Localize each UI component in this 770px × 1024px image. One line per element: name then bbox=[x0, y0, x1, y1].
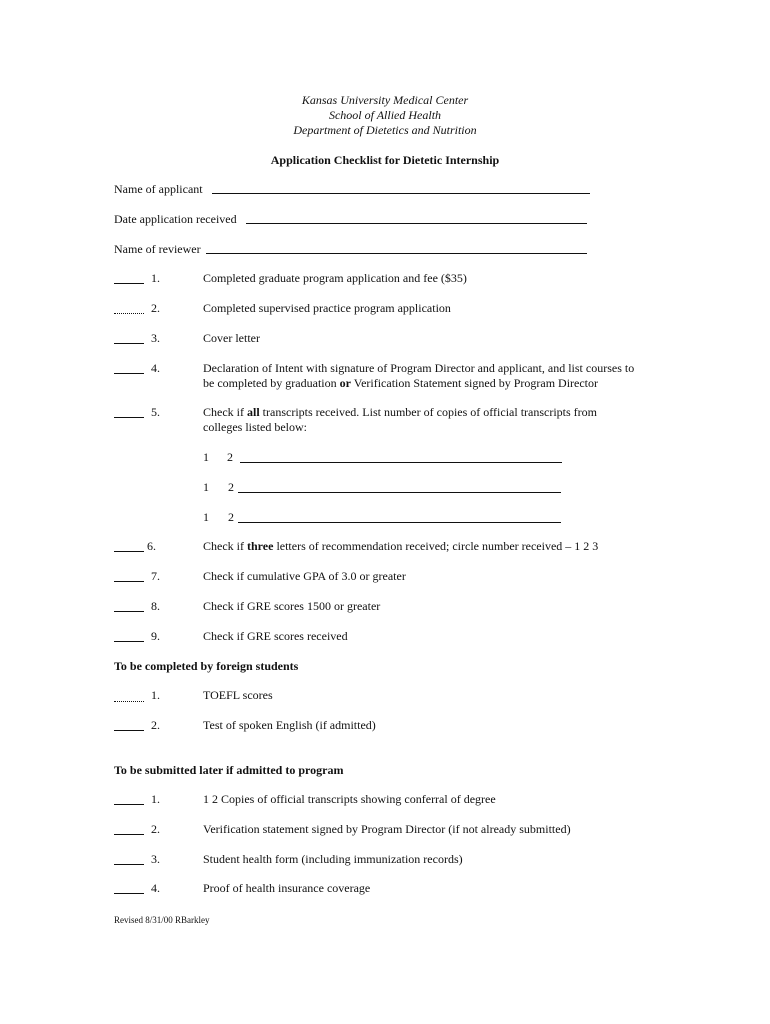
item-number: 1. bbox=[151, 271, 160, 285]
item-text: TOEFL scores bbox=[203, 688, 273, 702]
check-blank[interactable] bbox=[114, 570, 144, 582]
check-blank[interactable] bbox=[114, 600, 144, 612]
document-title: Application Checklist for Dietetic Internship bbox=[270, 153, 500, 167]
check-blank[interactable] bbox=[114, 362, 144, 374]
item-text: Test of spoken English (if admitted) bbox=[203, 718, 376, 732]
school-name: School of Allied Health bbox=[328, 108, 442, 122]
item-text: Check if cumulative GPA of 3.0 or greater bbox=[203, 569, 406, 583]
item-text: Verification statement signed by Program Director (if not already submitted) bbox=[203, 822, 571, 836]
item-number: 4. bbox=[151, 881, 160, 895]
college-line[interactable] bbox=[238, 511, 561, 523]
check-blank[interactable] bbox=[114, 332, 144, 344]
transcript-copy-1: 1 bbox=[203, 480, 209, 494]
date-received-label: Date application received bbox=[114, 212, 237, 226]
item-text: Completed graduate program application and fee ($35) bbox=[203, 271, 467, 285]
item-text: Proof of health insurance coverage bbox=[203, 881, 371, 895]
check-blank[interactable] bbox=[114, 690, 144, 702]
transcript-copy-1: 1 bbox=[203, 450, 209, 464]
item-number: 3. bbox=[151, 852, 160, 866]
item-number: 2. bbox=[151, 822, 160, 836]
item-number: 1. bbox=[151, 688, 160, 702]
transcript-copy-1: 1 bbox=[203, 510, 209, 524]
check-blank[interactable] bbox=[114, 793, 144, 805]
institution-name: Kansas University Medical Center bbox=[301, 93, 469, 107]
item-text-line-2: be completed by graduation or Verification Statement signed by Program Director bbox=[203, 376, 599, 390]
transcript-copy-2: 2 bbox=[228, 480, 234, 494]
submit-later-heading: To be submitted later if admitted to program bbox=[114, 763, 344, 777]
item-number: 9. bbox=[151, 629, 160, 643]
check-blank[interactable] bbox=[114, 630, 144, 642]
item-text-line-1: Check if all transcripts received. List number of copies of official transcripts from bbox=[203, 405, 598, 419]
item-number: 8. bbox=[151, 599, 160, 613]
check-blank[interactable] bbox=[114, 882, 144, 894]
item-text: Check if three letters of recommendation received; circle number received – 1 2 3 bbox=[203, 539, 599, 553]
transcript-copy-2: 2 bbox=[227, 450, 233, 464]
item-number: 5. bbox=[151, 405, 160, 419]
reviewer-name-line[interactable] bbox=[206, 242, 587, 254]
date-received-line[interactable] bbox=[246, 212, 587, 224]
item-number: 2. bbox=[151, 301, 160, 315]
item-text: Cover letter bbox=[203, 331, 260, 345]
reviewer-label: Name of reviewer bbox=[114, 242, 201, 256]
item-number: 7. bbox=[151, 569, 160, 583]
item-text: Check if GRE scores received bbox=[203, 629, 348, 643]
check-blank[interactable] bbox=[114, 719, 144, 731]
check-blank[interactable] bbox=[114, 540, 144, 552]
item-number: 4. bbox=[151, 361, 160, 375]
foreign-students-heading: To be completed by foreign students bbox=[114, 659, 299, 673]
item-text: Student health form (including immunization records) bbox=[203, 852, 463, 866]
check-blank[interactable] bbox=[114, 272, 144, 284]
applicant-label: Name of applicant bbox=[114, 182, 203, 196]
college-line[interactable] bbox=[240, 451, 562, 463]
transcript-copy-2: 2 bbox=[228, 510, 234, 524]
item-number: 2. bbox=[151, 718, 160, 732]
item-text: 1 2 Copies of official transcripts showing conferral of degree bbox=[203, 792, 496, 806]
item-text-line-1: Declaration of Intent with signature of Program Director and applicant, and list courses to bbox=[203, 361, 635, 375]
item-text: Check if GRE scores 1500 or greater bbox=[203, 599, 381, 613]
item-number: 1. bbox=[151, 792, 160, 806]
check-blank[interactable] bbox=[114, 853, 144, 865]
college-line[interactable] bbox=[238, 481, 561, 493]
check-blank[interactable] bbox=[114, 823, 144, 835]
check-blank[interactable] bbox=[114, 406, 144, 418]
check-blank[interactable] bbox=[114, 302, 144, 314]
revision-note: Revised 8/31/00 RBarkley bbox=[114, 915, 210, 925]
applicant-name-line[interactable] bbox=[212, 182, 590, 194]
item-text-line-2: colleges listed below: bbox=[203, 420, 307, 434]
item-text: Completed supervised practice program application bbox=[203, 301, 451, 315]
item-number: 3. bbox=[151, 331, 160, 345]
item-number: 6. bbox=[147, 539, 156, 553]
department-name: Department of Dietetics and Nutrition bbox=[293, 123, 477, 137]
